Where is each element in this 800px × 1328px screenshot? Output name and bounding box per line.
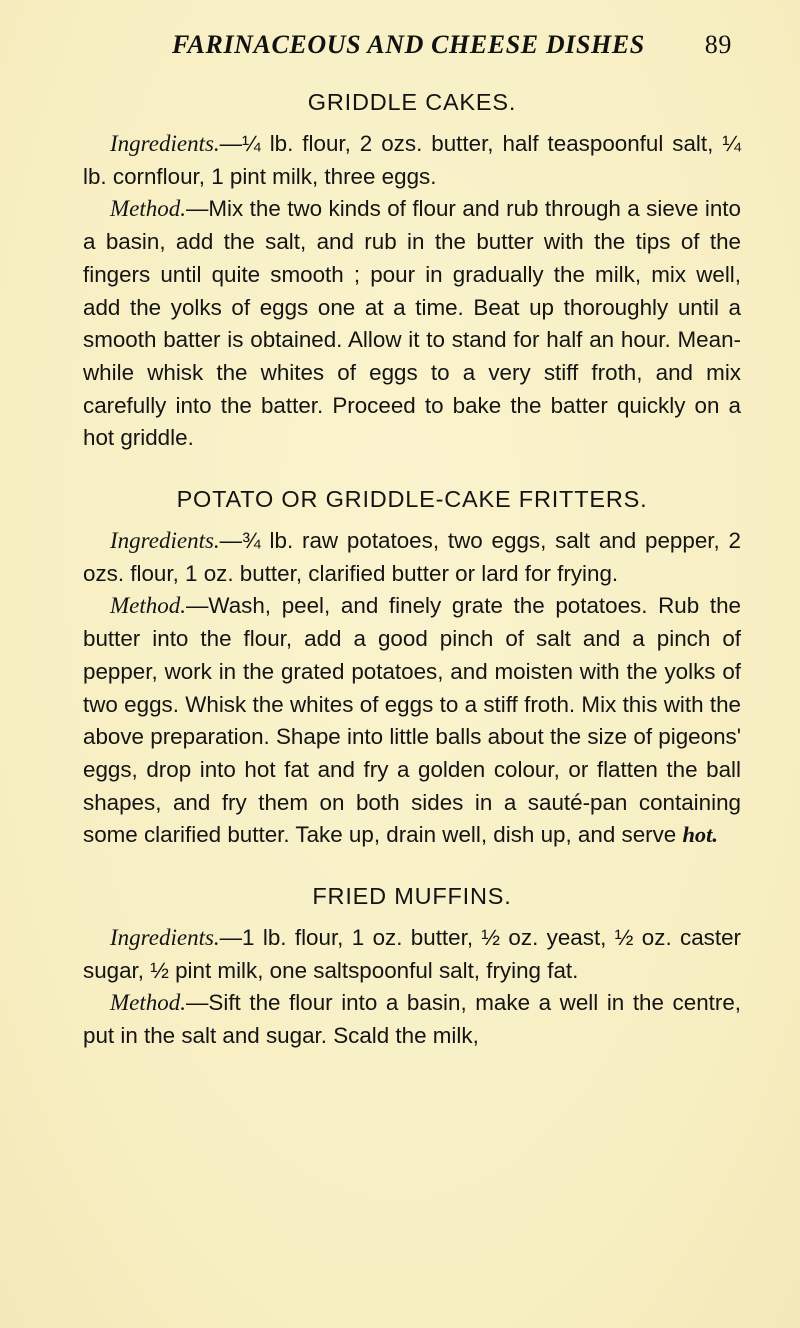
recipe-title: FRIED MUFFINS. bbox=[312, 883, 512, 910]
ingredients-paragraph bbox=[83, 128, 741, 193]
chapter-title: FARINACEOUS AND CHEESE DISHES bbox=[172, 30, 645, 59]
ingredients-text: —¾ lb. raw potatoes, two eggs, salt and pepper, 2 ozs. flour, 1 oz. butter, clarified butter or lard for frying. bbox=[83, 528, 741, 586]
ingredients-paragraph bbox=[83, 525, 741, 590]
ingredients-text: —1 lb. flour, 1 oz. butter, ½ oz. yeast, ½ oz. caster sugar, ½ pint milk, one saltspoonful salt, frying fat. bbox=[83, 925, 741, 983]
ingredients-label: Ingredients. bbox=[110, 925, 220, 951]
page-number: 89 bbox=[704, 30, 732, 59]
method-paragraph bbox=[83, 590, 741, 852]
recipe-title: POTATO OR GRIDDLE-CAKE FRITTERS. bbox=[176, 486, 648, 513]
method-label: Method. bbox=[110, 990, 187, 1016]
recipe-fried-muffins bbox=[83, 880, 741, 1053]
method-label: Method. bbox=[110, 196, 187, 222]
method-paragraph bbox=[83, 193, 741, 455]
method-label: Method. bbox=[110, 593, 187, 619]
method-text: —Mix the two kinds of flour and rub through a sieve into a basin, add the salt, and rub in the butter with the tips of the fingers until quite smooth ; pour in gradually the milk, mix well, add the yolks of eggs one at a time. Beat up thoroughly until a smooth batter is obtained. Allow it to stand for half an hour. Mean-while whisk the whites of eggs to a very stiff froth, and mix carefully into the batter. Proceed to bake the batter quickly on a hot griddle. bbox=[83, 196, 741, 451]
running-header bbox=[172, 30, 732, 60]
recipe-potato-fritters bbox=[83, 483, 741, 852]
recipe-griddle-cakes bbox=[83, 86, 741, 455]
method-text: —Sift the flour into a basin, make a well in the centre, put in the salt and sugar. Scald the milk, bbox=[83, 990, 741, 1049]
ingredients-text: —¼ lb. flour, 2 ozs. butter, half teaspoonful salt, ¼ lb. cornflour, 1 pint milk, three eggs. bbox=[83, 131, 741, 189]
method-text: —Wash, peel, and finely grate the potatoes. Rub the butter into the flour, add a good pinch of salt and a pinch of pepper, work in the grated potatoes, and moisten with the yolks of two eggs. Whisk the whites of eggs to a stiff froth. Mix this with the above preparation. Shape into little balls about the size of pigeons' eggs, drop into hot fat and fry a golden colour, or flatten the ball shapes, and fry them on both sides in a sauté-pan containing some clarified butter. Take up, drain well, dish up, and serve bbox=[83, 593, 741, 848]
recipe-title: GRIDDLE CAKES. bbox=[307, 89, 517, 115]
method-paragraph bbox=[83, 987, 741, 1052]
method-emphasis: hot. bbox=[682, 822, 718, 848]
ingredients-label: Ingredients. bbox=[110, 131, 220, 156]
ingredients-paragraph bbox=[83, 922, 741, 987]
page-body bbox=[83, 86, 741, 1081]
ingredients-label: Ingredients. bbox=[110, 528, 220, 554]
